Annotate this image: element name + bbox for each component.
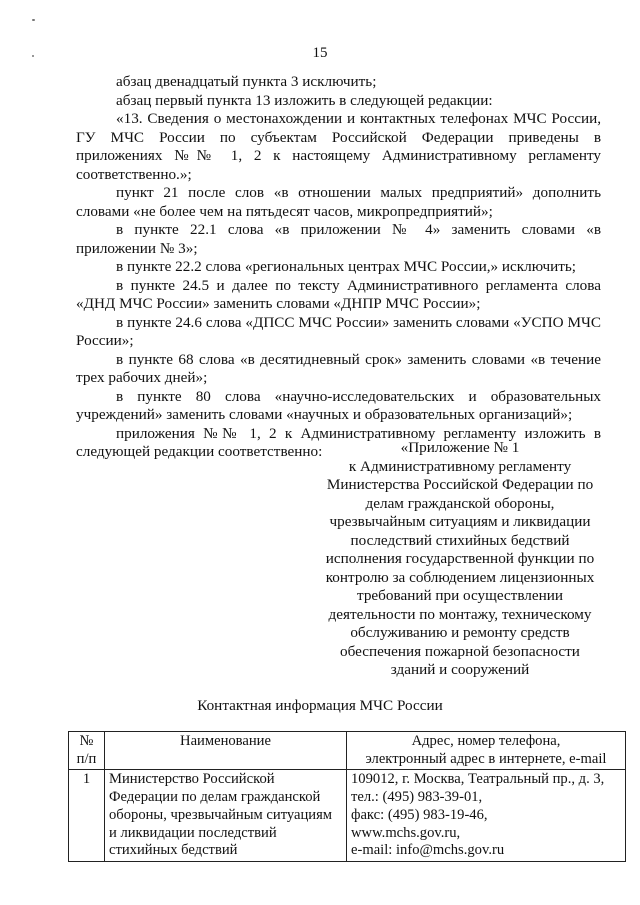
row-name-line: обороны, чрезвычайным ситуациям [109,806,333,823]
row-address-line: 109012, г. Москва, Театральный пр., д. 3, [351,771,605,788]
paragraph: приложения №№ 1, 2 к Административному регламенту изложить в следующей редакции соответственно: [76,424,601,460]
contacts-table [68,731,626,862]
appendix-note-line: обслуживанию и ремонту средств [350,624,570,641]
appendix-note-line: деятельности по монтажу, техническому [328,605,592,623]
paragraph: абзац первый пункта 13 изложить в следующей редакции: [116,91,493,109]
row-name-line: и ликвидации последствий [109,824,277,841]
row-address-line: e-mail: info@mchs.gov.ru [351,842,505,859]
appendix-note-line: зданий и сооружений [390,661,530,678]
header-name: Наименование [105,732,347,770]
page-number: 15 [312,45,328,61]
scan-mark-top [32,19,35,21]
row-name-line: стихийных бедствий [109,842,238,859]
appendix-note-line: контролю за соблюдением лицензионных [325,568,595,586]
paragraph: абзац двенадцатый пункта 3 исключить; [116,73,377,90]
paragraph: в пункте 24.5 и далее по тексту Административного регламента слова «ДНД МЧС России» заменить словами «ДНПР МЧС России»; [76,276,601,312]
appendix-note-line: «Приложение № 1 [400,439,520,456]
appendix-note-line: к Административному регламенту [348,457,572,475]
paragraph: «13. Сведения о местонахождении и контактных телефонах МЧС России, ГУ МЧС России по субъектам Российской Федерации приведены в приложениях №№ 1, 2 к настоящему Административному регламенту соответственно.»; [76,110,601,183]
paragraph: в пункте 24.6 слова «ДПСС МЧС России» заменить словами «УСПО МЧС России»; [76,313,601,349]
header-address [347,732,626,770]
paragraph: в пункте 68 слова «в десятидневный срок» заменить словами «в течение трех рабочих дней»; [76,350,601,386]
header-number [69,732,105,770]
row-address [347,770,626,862]
table-row [69,770,626,862]
appendix-note-line: делам гражданской обороны, [365,494,555,512]
appendix-note-line: последствий стихийных бедствий [350,531,570,549]
table-title: Контактная информация МЧС России [197,697,443,714]
paragraph: в пункте 22.2 слова «региональных центрах МЧС России,» исключить; [116,258,577,275]
row-name [105,770,347,862]
appendix-note-line: обеспечения пожарной безопасности [340,642,580,660]
paragraph: в пункте 22.1 слова «в приложении № 4» заменить словами «в приложении № 3»; [76,221,601,257]
appendix-note-line: чрезвычайным ситуациям и ликвидации [329,513,591,530]
appendix-note [312,439,608,680]
header-address-line: Адрес, номер телефона, [411,733,561,749]
row-number: 1 [69,770,105,862]
table-header-row [69,732,626,770]
row-name-line: Министерство Российской [109,771,275,788]
paragraph: в пункте 80 слова «научно-исследовательских и образовательных учреждений» заменить словами «научных и образовательных организаций»; [76,387,601,423]
header-address-line: электронный адрес в интернете, e-mail [365,750,607,767]
appendix-note-line: требований при осуществлении [357,587,563,604]
appendix-note-line: Министерства Российской Федерации по [326,476,594,493]
row-address-line: факс: (495) 983-19-46, [351,806,488,823]
header-number-line: п/п [76,750,97,767]
paragraph: пункт 21 после слов «в отношении малых предприятий» дополнить словами «не более чем на пятьдесят часов, микропредприятий»; [76,184,601,220]
row-address-line: www.mchs.gov.ru, [351,824,461,841]
row-name-line: Федерации по делам гражданской [109,789,321,806]
appendix-note-line: исполнения государственной функции по [325,550,595,567]
header-number-line: № [79,733,94,749]
row-address-line: тел.: (495) 983-39-01, [351,789,483,806]
amendment-text [76,73,601,462]
